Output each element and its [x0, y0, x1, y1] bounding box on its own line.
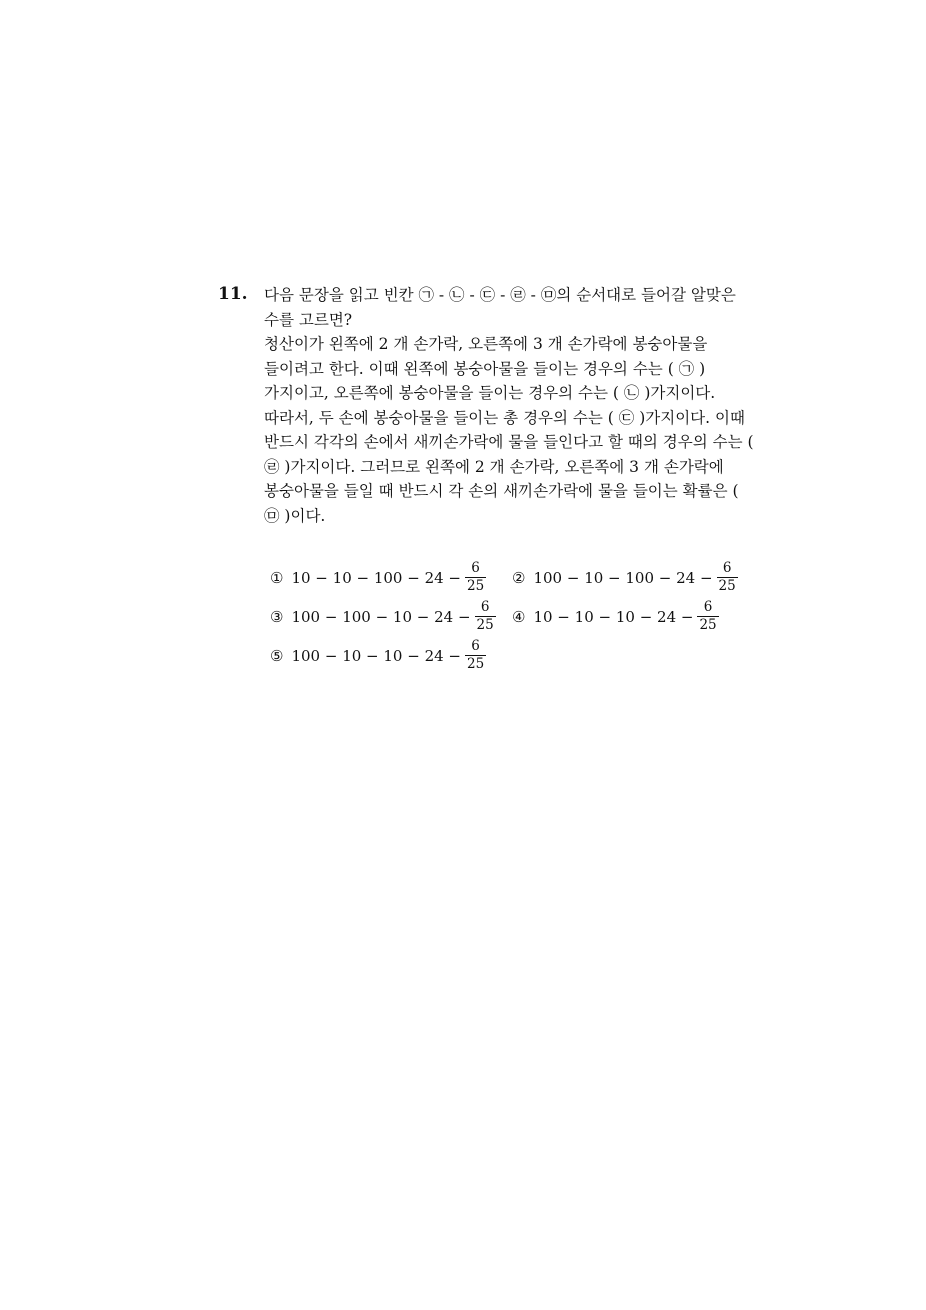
- choice-3[interactable]: [270, 599, 496, 634]
- choice-expression: 100 − 10 − 100 − 24 −: [533, 568, 713, 587]
- fraction: [465, 638, 486, 673]
- choice-expression: 10 − 10 − 10 − 24 −: [533, 607, 694, 626]
- question-line: 들이려고 한다. 이때 왼쪽에 봉숭아물을 들이는 경우의 수는 ( ㉠ ): [264, 359, 706, 378]
- question-number: 11.: [218, 284, 248, 304]
- choice-number: ④: [512, 607, 526, 626]
- question-line: 봉숭아물을 들일 때 반드시 각 손의 새끼손가락에 물을 들이는 확률은 (: [264, 482, 739, 500]
- fraction-numerator: 6: [722, 560, 732, 576]
- choice-number: ③: [270, 607, 284, 626]
- fraction: [475, 599, 496, 634]
- choice-1[interactable]: [270, 560, 486, 595]
- fraction-numerator: 6: [471, 638, 480, 654]
- question-text: [264, 283, 764, 528]
- question-line: 따라서, 두 손에 봉숭아물을 들이는 총 경우의 수는 ( ㉢ )가지이다. 이때: [264, 408, 745, 427]
- answer-choices: [270, 560, 750, 690]
- fraction-denominator: 25: [467, 656, 485, 672]
- choice-5[interactable]: [270, 638, 486, 673]
- fraction-denominator: 25: [476, 617, 494, 633]
- choice-expression: 10 − 10 − 100 − 24 −: [291, 568, 461, 587]
- question-line: ㉤ )이다.: [264, 506, 326, 525]
- fraction-denominator: 25: [718, 578, 736, 594]
- question-line: 청산이가 왼쪽에 2 개 손가락, 오른쪽에 3 개 손가락에 봉숭아물을: [264, 335, 708, 353]
- fraction-numerator: 6: [471, 560, 480, 576]
- choice-2[interactable]: [512, 560, 738, 595]
- question-line: 다음 문장을 읽고 빈칸 ㉠ - ㉡ - ㉢ - ㉣ - ㉤의 순서대로 들어갈 알맞은: [264, 286, 736, 304]
- choice-expression: 100 − 100 − 10 − 24 −: [291, 607, 471, 626]
- choice-expression: 100 − 10 − 10 − 24 −: [291, 646, 461, 665]
- question-line: ㉣ )가지이다. 그러므로 왼쪽에 2 개 손가락, 오른쪽에 3 개 손가락에: [264, 457, 724, 476]
- fraction: [697, 599, 718, 634]
- fraction-denominator: 25: [467, 578, 485, 594]
- fraction-numerator: 6: [480, 599, 490, 615]
- choice-number: ①: [270, 568, 284, 587]
- question-line: 가지이고, 오른쪽에 봉숭아물을 들이는 경우의 수는 ( ㉡ )가지이다.: [264, 384, 716, 402]
- choice-number: ②: [512, 568, 526, 587]
- fraction-denominator: 25: [699, 617, 717, 633]
- choice-4[interactable]: [512, 599, 719, 634]
- question-line: 반드시 각각의 손에서 새끼손가락에 물을 들인다고 할 때의 경우의 수는 (: [264, 433, 754, 451]
- fraction: [465, 560, 486, 595]
- fraction: [717, 560, 738, 595]
- fraction-numerator: 6: [703, 599, 713, 615]
- question-line: 수를 고르면?: [264, 310, 353, 329]
- choice-number: ⑤: [270, 646, 284, 665]
